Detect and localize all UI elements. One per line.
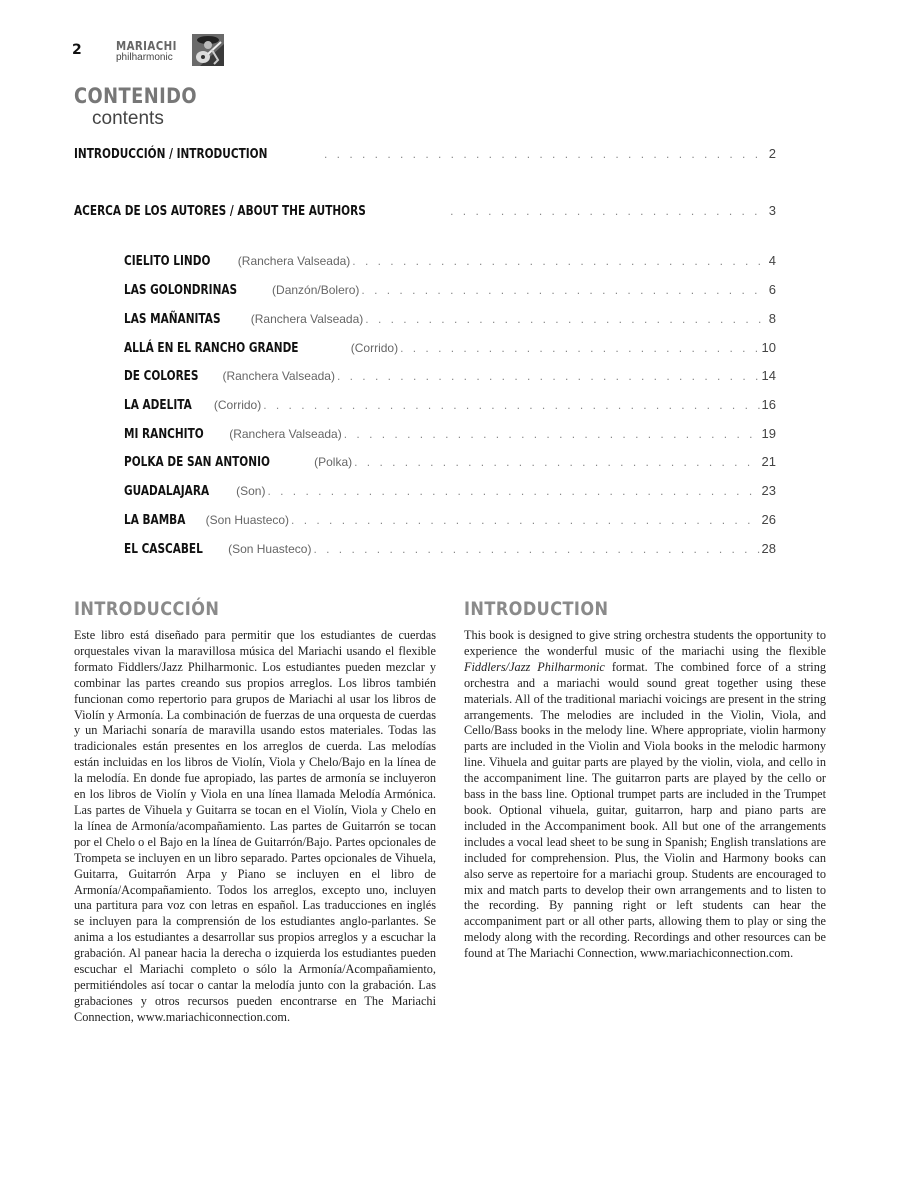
intro-english-heading: INTRODUCTION	[464, 598, 609, 620]
brand-wordmark	[116, 40, 188, 63]
toc-song-entry[interactable]	[124, 426, 776, 442]
brand-bottom: philharmonic	[116, 52, 173, 63]
toc-song-style: (Danzón/Bolero)	[272, 283, 360, 297]
toc-song-page: 21	[761, 454, 776, 469]
intro-english-body-part-1: This book is designed to give string orchestra students the opportunity to experience the wonderful music of the mariachi using the flexible	[464, 628, 826, 658]
toc-song-page: 28	[761, 541, 776, 556]
toc-song-style: (Ranchera Valseada)	[250, 312, 364, 326]
page-number: 2	[72, 42, 82, 58]
toc-leader-dots	[352, 254, 766, 268]
toc-entry-title: ACERCA DE LOS AUTORES / ABOUT THE AUTHORS	[74, 203, 366, 219]
toc-song-style: (Corrido)	[350, 341, 399, 355]
toc-song-title: CIELITO LINDO	[124, 253, 211, 269]
toc-song-title: DE COLORES	[124, 368, 199, 384]
toc-song-entry[interactable]	[124, 282, 776, 298]
intro-spanish-column	[74, 598, 436, 1026]
toc-song-style: (Son Huasteco)	[205, 513, 290, 527]
toc-song-title: LA ADELITA	[124, 397, 192, 413]
toc-song-title: LAS MAÑANITAS	[124, 311, 221, 327]
toc-song-page: 16	[761, 397, 776, 412]
toc-song-page: 26	[761, 512, 776, 527]
toc-song-entry[interactable]	[124, 512, 776, 528]
toc-song-entry[interactable]	[124, 253, 776, 269]
toc-leader-dots	[313, 542, 759, 556]
toc-leader-dots	[267, 484, 759, 498]
contents-subtitle: contents	[92, 108, 164, 129]
contents-title: CONTENIDO	[74, 84, 197, 108]
intro-english-body-italic: Fiddlers/Jazz Philharmonic	[464, 659, 605, 674]
toc-entry-about-authors[interactable]	[74, 203, 776, 219]
toc-song-title: POLKA DE SAN ANTONIO	[124, 454, 270, 470]
toc-leader-dots	[263, 398, 759, 412]
toc-song-style: (Ranchera Valseada)	[237, 254, 351, 268]
toc-leader-dots	[344, 427, 760, 441]
toc-song-page: 4	[768, 253, 776, 268]
toc-leader-dots	[400, 341, 759, 355]
toc-leader-dots	[324, 147, 767, 161]
intro-english-body	[464, 628, 826, 962]
toc-song-entry[interactable]	[124, 541, 776, 557]
toc-song-title: ALLÁ EN EL RANCHO GRANDE	[124, 340, 299, 356]
toc-song-style: (Son Huasteco)	[228, 542, 312, 556]
toc-song-page: 10	[761, 340, 776, 355]
toc-leader-dots	[361, 283, 766, 297]
toc-song-style: (Polka)	[314, 455, 353, 469]
mariachi-guitarist-logo-icon	[188, 30, 228, 70]
toc-song-page: 14	[761, 368, 776, 383]
toc-song-style: (Ranchera Valseada)	[229, 427, 342, 441]
toc-song-style: (Ranchera Valseada)	[222, 369, 335, 383]
toc-leader-dots	[450, 204, 767, 218]
toc-song-title: LA BAMBA	[124, 512, 186, 528]
toc-song-entry[interactable]	[124, 311, 776, 327]
toc-song-entry[interactable]	[124, 368, 776, 384]
toc-leader-dots	[291, 513, 759, 527]
toc-song-entry[interactable]	[124, 340, 776, 356]
toc-leader-dots	[337, 369, 760, 383]
intro-english-column	[464, 598, 826, 962]
toc-song-style: (Son)	[236, 484, 266, 498]
toc-entry-page: 3	[768, 203, 776, 218]
toc-entry-page: 2	[768, 146, 776, 161]
toc-song-title: GUADALAJARA	[124, 483, 210, 499]
toc-song-page: 19	[761, 426, 776, 441]
toc-song-style: (Corrido)	[213, 398, 262, 412]
intro-spanish-body: Este libro está diseñado para permitir que los estudiantes de cuerdas orquestales vivan la maravillosa música del Mariachi usando el flexible formato Fiddlers/Jazz Philharmonic. Los estudiantes pueden mezclar y combinar las partes creando sus propios arreglos. Los libros también funcionan como repertorio para grupos de Mariachi al usar los libros de Violín y Armonía. La combinación de fuerzas de una orquesta de cuerdas y un Mariachi sonaría de maravilla usando estos materiales. Todas las tradicionales están presentes en los arreglos de cuerda. Las melodías están incluidas en los libros de Violín, Viola y Chelo/Bajo en la línea de la melodía. En donde fue apropiado, las partes de armonía se incluyeron en los libros de Violín y Viola en una línea llamada Melodía Armónica. Las partes de Vihuela y Guitarra se tocan en el Violín, Viola y Chelo en la línea de Armonía/acompañamiento. Las partes de Guitarrón se tocan por el Chelo o el Bajo en la línea de Guitarrón/Bajo. Partes opcionales de Trompeta se incluyen en un libro separado. Partes opcionales de Vihuela, Guitarra, Guitarrón Arpa y Piano se incluyen en el libro de Armonía/Acompañamiento. Todos los arreglos, excepto uno, incluyen una partitura para voz con letras en español. Las traducciones en inglés se incluyen para la comprensión de los estudiantes anglo-parlantes. Se anima a los estudiantes a desarrollar sus propios arreglos y a escuchar la grabación. Al panear hacia la derecha o izquierda los estudiantes pueden escuchar el Mariachi completo o sólo la Armonía/Acompañamiento, permitiéndoles así tocar o cantar la melodía junto con la grabación. Las grabaciones y otros recursos pueden encontrarse en The Mariachi Connection, www.mariachiconnection.com.	[74, 628, 436, 1024]
intro-english-body-part-2: format. The combined force of a string orchestra and a mariachi would sound great together using these materials. All of the traditional mariachi voicings are present in the string arrangements. The melodies are included in the Violin, Viola, and Cello/Bass books in the melody line. Where appropriate, violin harmony parts are included in the Violin and Viola books in the melodic harmony line. Vihuela and guitar parts are played by the violin, viola, and cello in the accompaniment line. The guitarron parts are played by the cello or bass in the bass line. Optional trumpet parts are included in the Trumpet book. Optional vihuela, guitar, guitarron, harp and piano parts are included in the Accompaniment book. All but one of the arrangements includes a vocal lead sheet to be sung in Spanish; English translations are included for comprehension. Plus, the Violin and Harmony books can also serve as repertoire for a mariachi group. Students are encouraged to mix and match parts to develop their own arrangements and to listen to the recording. By panning right or left students can hear the accompaniment part or all other parts, allowing them to play or sing the melody along with the recording. Recordings and other resources can be found at The Mariachi Connection, www.mariachiconnection.com.	[464, 659, 826, 961]
toc-leader-dots	[365, 312, 766, 326]
toc-song-entry[interactable]	[124, 397, 776, 413]
toc-song-title: MI RANCHITO	[124, 426, 204, 442]
brand-top: MARIACHI	[116, 39, 177, 53]
toc-song-title: LAS GOLONDRINAS	[124, 282, 238, 298]
toc-song-page: 6	[768, 282, 776, 297]
toc-song-entry[interactable]	[124, 483, 776, 499]
toc-song-title: EL CASCABEL	[124, 541, 203, 557]
page-header	[72, 30, 312, 70]
intro-spanish-heading: INTRODUCCIÓN	[74, 598, 220, 620]
toc-song-page: 8	[768, 311, 776, 326]
toc-leader-dots	[354, 455, 759, 469]
toc-entry-title: INTRODUCCIÓN / INTRODUCTION	[74, 146, 268, 162]
toc-song-page: 23	[761, 483, 776, 498]
toc-entry-introduction[interactable]	[74, 146, 776, 162]
toc-song-entry[interactable]	[124, 454, 776, 470]
